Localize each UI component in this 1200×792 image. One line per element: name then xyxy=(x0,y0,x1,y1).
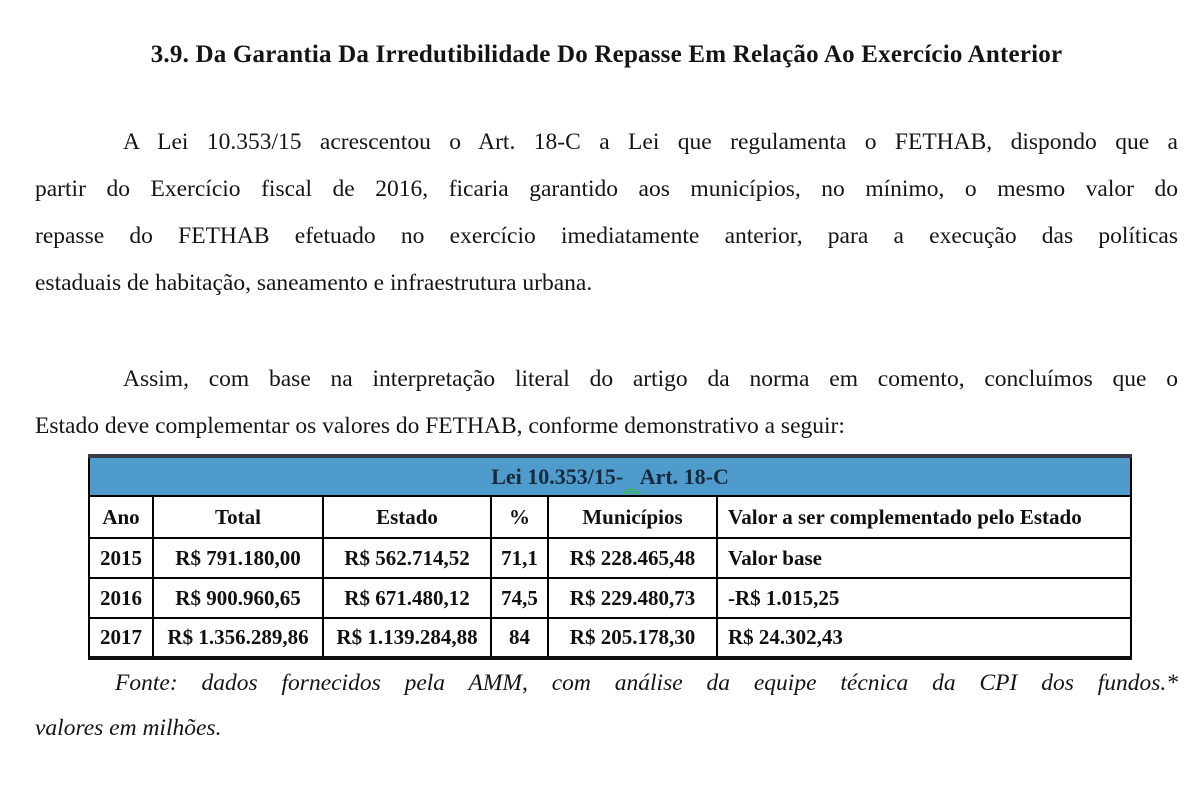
cell-percent: 71,1 xyxy=(491,538,548,578)
table-row-2015 xyxy=(89,538,1131,578)
cell-total: R$ 900.960,65 xyxy=(153,578,323,618)
col-header-estado: Estado xyxy=(323,496,491,538)
cell-valor-complementado: -R$ 1.015,25 xyxy=(717,578,1131,618)
spellcheck-squiggle xyxy=(623,464,640,489)
fethab-table xyxy=(88,454,1132,660)
paragraph-2-line-2: Estado deve complementar os valores do FETHAB, conforme demonstrativo a seguir: xyxy=(35,413,845,439)
col-header-ano: Ano xyxy=(89,496,153,538)
source-note xyxy=(35,661,1178,751)
paragraph-1-line-3: repasse do FETHAB efetuado no exercício imediatamente anterior, para a execução das políticas xyxy=(35,223,1178,249)
table-row-2017 xyxy=(89,618,1131,658)
cell-total: R$ 791.180,00 xyxy=(153,538,323,578)
cell-valor-complementado: Valor base xyxy=(717,538,1131,578)
col-header-percent: % xyxy=(491,496,548,538)
cell-ano: 2017 xyxy=(89,618,153,658)
source-note-line-1: Fonte: dados fornecidos pela AMM, com análise da equipe técnica da CPI dos fundos.* xyxy=(115,670,1178,696)
cell-estado: R$ 671.480,12 xyxy=(323,578,491,618)
cell-municipios: R$ 228.465,48 xyxy=(548,538,717,578)
table-title-cell xyxy=(89,456,1131,496)
cell-total: R$ 1.356.289,86 xyxy=(153,618,323,658)
table-title-suffix: Art. 18-C xyxy=(639,463,729,489)
paragraph-1-line-4: estaduais de habitação, saneamento e infraestrutura urbana. xyxy=(35,270,593,296)
paragraph-1-line-1: A Lei 10.353/15 acrescentou o Art. 18-C a Lei que regulamenta o FETHAB, dispondo que a xyxy=(123,129,1178,155)
table-title-prefix: Lei 10.353/15- xyxy=(491,463,624,489)
document-page xyxy=(0,40,1200,792)
cell-municipios: R$ 205.178,30 xyxy=(548,618,717,658)
paragraph-2 xyxy=(35,356,1178,450)
table-header-row xyxy=(89,496,1131,538)
table-title-row xyxy=(89,456,1131,496)
cell-municipios: R$ 229.480,73 xyxy=(548,578,717,618)
col-header-valor-complementado: Valor a ser complementado pelo Estado xyxy=(717,496,1131,538)
col-header-total: Total xyxy=(153,496,323,538)
table-row-2016 xyxy=(89,578,1131,618)
paragraph-1-line-2: partir do Exercício fiscal de 2016, ficaria garantido aos municípios, no mínimo, o mesmo valor do xyxy=(35,176,1178,202)
cell-percent: 74,5 xyxy=(491,578,548,618)
cell-percent: 84 xyxy=(491,618,548,658)
paragraph-1 xyxy=(35,119,1178,307)
section-heading: 3.9. Da Garantia Da Irredutibilidade Do Repasse Em Relação Ao Exercício Anterior xyxy=(150,41,1063,68)
paragraph-2-line-1: Assim, com base na interpretação literal do artigo da norma em comento, concluímos que o xyxy=(123,366,1178,392)
cell-estado: R$ 562.714,52 xyxy=(323,538,491,578)
source-note-line-2: valores em milhões. xyxy=(35,715,222,741)
col-header-municipios: Municípios xyxy=(548,496,717,538)
cell-valor-complementado: R$ 24.302,43 xyxy=(717,618,1131,658)
cell-estado: R$ 1.139.284,88 xyxy=(323,618,491,658)
cell-ano: 2015 xyxy=(89,538,153,578)
cell-ano: 2016 xyxy=(89,578,153,618)
